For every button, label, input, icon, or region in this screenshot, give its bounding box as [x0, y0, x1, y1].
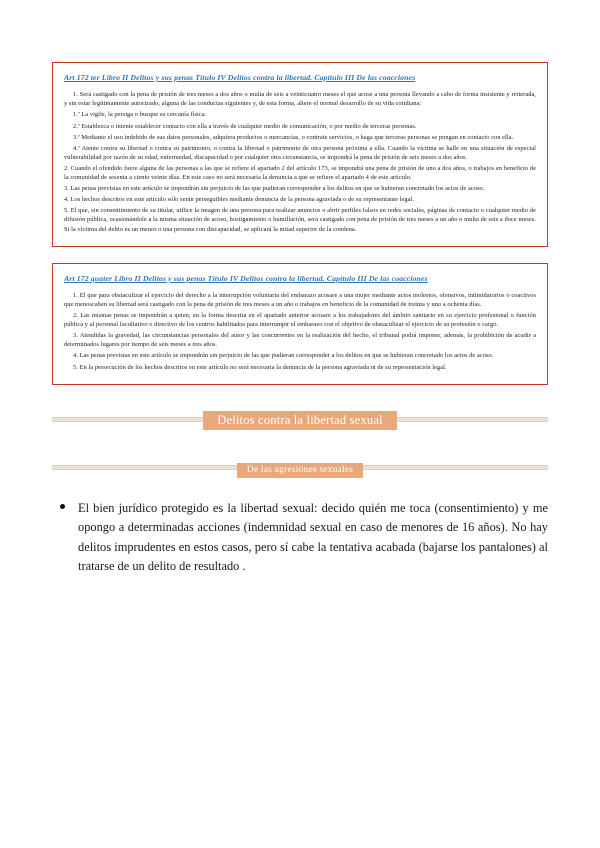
sub-heading-rule-left [52, 465, 237, 470]
heading-rule-right [397, 417, 548, 422]
law-box-body [64, 90, 536, 233]
law-paragraph: 4.ª Atente contra su libertad o contra su patrimonio, o contra la libertad o patrimonio de otra persona próxima a ella. Cuando la víctima se halle en una situación de especial vulnerabilidad por razón de su edad, enfermedad, discapacidad o por cualquier otra circunstancia, se impondrá la pena de prisión de seis meses a dos años. [64, 144, 536, 161]
law-paragraph: 5. En la persecución de los hechos descritos en este artículo no será necesaria la denuncia de la persona agraviada ni de su representación legal. [73, 363, 447, 371]
bullet-item-text: El bien jurídico protegido es la libertad sexual: decido quién me toca (consentimiento) y me opongo a determinadas acciones (indemnidad sexual en caso de menores de 16 años). No hay delitos imprudentes en estos casos, pero sí cabe la tentativa acabada (bajarse los pantalones) al tratarse de un delito de resultado . [78, 500, 548, 574]
bullet-point-icon [60, 504, 65, 509]
law-box-172-ter [52, 62, 548, 247]
bullet-list [52, 499, 548, 577]
law-box-body [64, 291, 536, 372]
law-paragraph: 4. Los hechos descritos en este artículo sólo serán perseguibles mediante denuncia de la persona agraviada o de su representante legal. [64, 196, 414, 204]
law-paragraph: 1.ª La vigile, la persiga o busque su cercanía física. [73, 111, 207, 119]
law-paragraph: 3. Las penas previstas en este artículo se impondrán sin perjuicio de las que pudieran corresponder a los delitos en que se hubieran concretado los actos de acoso. [64, 185, 485, 193]
law-paragraph: 2. Cuando el ofendido fuere alguna de las personas a las que se refiere el apartado 2 del artículo 173, se impondrá una pena de prisión de uno a dos años, o trabajos en beneficio de la comunidad de sesenta a ciento veinte días. En este caso no será necesaria la denuncia a que se refiere el apartado 4 de este artículo. [64, 164, 536, 182]
law-box-title: Art 172 ter Libro II Delitos y sus penas Título IV Delitos contra la libertad. Capítulo III De las coacciones [64, 73, 416, 82]
sub-heading-rule-right [363, 465, 548, 470]
law-paragraph: 4. Las penas previstas en este artículo se impondrán sin perjuicio de las que pudieran corresponder a los delitos en que se hubieran concretado los actos de acoso. [73, 352, 494, 360]
law-paragraph: 5. El que, sin consentimiento de su titular, utilice la imagen de una persona para realizar anuncios o abrir perfiles falsos en redes sociales, páginas de contacto o cualquier medio de difusión pública, ocasionándole a la misma situación de acoso, hostigamiento o humillación, será castigado con pena de prisión de tres meses a un año o multa de seis a doce meses. Si la víctima del delito es un menor o una persona con discapacidad, se aplicará la mitad superior de la condena. [64, 207, 536, 233]
law-paragraph: 1. El que para obstaculizar el ejercicio del derecho a la interrupción voluntaria del embarazo acosare a una mujer mediante actos molestos, ofensivos, intimidatorios o coactivos que menoscaben su libertad será castigado con la pena de prisión de tres meses a un año o trabajos en beneficio de la comunidad de treinta y uno a ochenta días. [64, 291, 536, 308]
law-paragraph: 3.ª Mediante el uso indebido de sus datos personales, adquiera productos o mercancías, o contrate servicios, o haga que terceras personas se pongan en contacto con ella. [73, 133, 514, 141]
law-box-title: Art 172 quater Libro II Delitos y sus penas Título IV Delitos contra la libertad. Capítulo III De las coacciones [64, 273, 428, 283]
sub-heading [237, 459, 363, 477]
sub-heading-label: De las agresiones sexuales [237, 463, 363, 478]
law-paragraph: 2.ª Establezca o intente establecer contacto con ella a través de cualquier medio de comunicación, o por medio de terceras personas. [73, 122, 417, 130]
main-heading-row [52, 411, 548, 429]
heading-rule-left [52, 417, 203, 422]
law-paragraph: 3. Atendidas la gravedad, las circunstancias personales del autor y las concurrentes en la realización del hecho, el tribunal podrá imponer, además, la prohibición de acudir a determinados lugares por tiempo de seis meses a tres años. [64, 332, 536, 349]
main-heading-label: Delitos contra la libertad sexual [203, 411, 397, 430]
law-box-172-quater [52, 263, 548, 385]
law-paragraph: 1. Será castigado con la pena de prisión de tres meses a dos años o multa de seis a veinticuatro meses el que acose a una persona llevando a cabo de forma insistente y reiterada, y sin estar legítimamente autorizado, alguna de las conductas siguientes y, de esta forma, altere el normal desarrollo de su vida cotidiana: [64, 91, 536, 108]
main-heading [203, 411, 397, 429]
sub-heading-row [52, 459, 548, 477]
law-paragraph: 2. Las mismas penas se impondrán a quien, en la forma descrita en el apartado anterior acosare a los trabajadores del ámbito sanitario en su ejercicio profesional o función pública y al personal facultativo o directivo de los centros habilitados para interrumpir el embarazo con el objetivo de obstaculizar el ejercicio de su profesión o cargo. [64, 312, 536, 329]
